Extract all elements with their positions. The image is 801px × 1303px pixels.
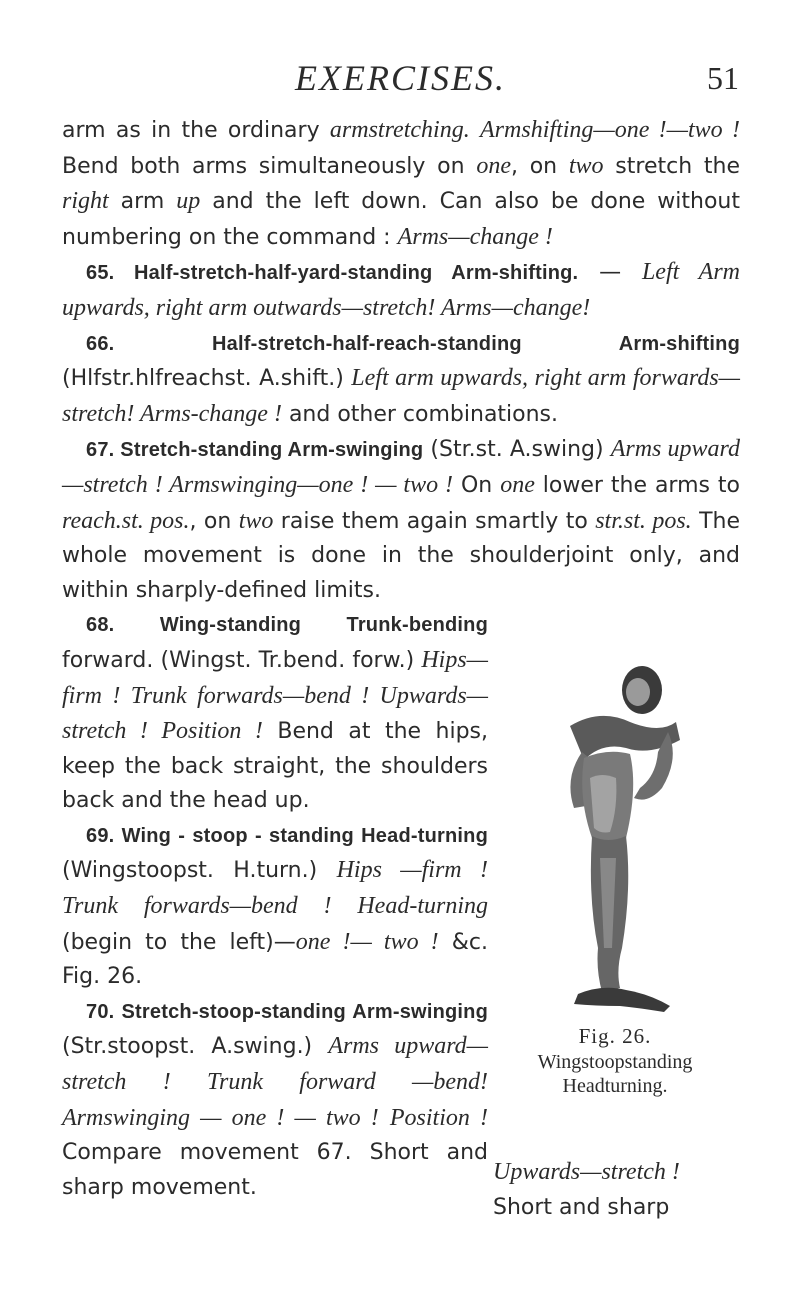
text-run: (begin to the left)— — [62, 929, 296, 955]
italic-run: Armshifting—one !—two ! — [480, 117, 740, 143]
italic-run: one !— two ! — [295, 928, 439, 955]
text-run: , on — [510, 153, 569, 179]
italic-run: two — [238, 507, 274, 534]
paragraph-66 — [62, 327, 740, 433]
italic-run: two — [568, 152, 604, 179]
text-run: On — [453, 472, 501, 498]
italic-run: Upwards—stretch ! — [493, 1159, 680, 1185]
figure-26 — [490, 648, 740, 1120]
text-run: and other combinations. — [281, 401, 559, 427]
figure-caption-line: Headturning. — [562, 1075, 668, 1097]
paragraph-69 — [62, 819, 488, 995]
text-run: forward. (Wingst. Tr.bend. forw.) — [62, 647, 422, 673]
text-run: Short and sharp — [493, 1194, 670, 1220]
figure-label: Fig. 26. — [578, 1024, 652, 1048]
text-run: (Wingstoopst. H.turn.) — [62, 858, 337, 884]
paragraph-67 — [62, 432, 740, 608]
text-run: stretch the — [603, 153, 740, 179]
side-text — [493, 1155, 740, 1225]
italic-run: Arms upward—stretch ! Trunk forward —bend! Armswinging — one ! — two ! — [62, 1033, 488, 1131]
text-run: and the left down. Can also be done without numbering on the command : — [62, 189, 740, 250]
italic-run: Hips—firm ! Trunk forwards—bend ! Upwards—stretch ! Position ! — [62, 646, 488, 745]
text-run — [379, 1106, 390, 1131]
text-run: , on — [189, 508, 239, 534]
italic-run: up — [176, 188, 201, 215]
text-run: The whole movement is done in the shoulderjoint only, and within sharply-defined limits. — [62, 508, 740, 603]
italic-run: right — [62, 188, 109, 215]
exercise-heading: 70. Stretch-stoop-standing Arm-swinging — [86, 1000, 488, 1023]
italic-run: Left arm upwards, right arm forwards—stretch! Arms-change ! — [62, 365, 740, 427]
italic-run: Position ! — [389, 1104, 488, 1131]
text-run: Bend at the hips, keep the back straight, the shoulders back and the head up. — [62, 719, 488, 814]
text-run: Bend both arms simultaneously on — [62, 153, 477, 179]
italic-run: str.st. pos. — [595, 507, 692, 534]
italic-run: Arms—change ! — [397, 223, 553, 250]
exercise-heading: 68. Wing-standing Trunk-bending — [86, 614, 488, 637]
exercise-heading: 67. Stretch-standing Arm-swinging — [86, 439, 424, 462]
text-run: arm — [108, 189, 177, 215]
text-run: Compare movement 67. Short and sharp movement. — [62, 1140, 488, 1200]
stooping-figure-illustration — [530, 648, 700, 1016]
paragraph-68 — [62, 608, 488, 819]
italic-run: one — [476, 152, 511, 179]
text-run — [470, 118, 480, 143]
exercise-heading: 65. Half-stretch-half-yard-standing Arm-shifting. — [86, 262, 579, 285]
exercise-heading: 66. Half-stretch-half-reach-standing Arm-shifting — [86, 332, 740, 355]
text-run: (Hlfstr.hlfreachst. A.shift.) — [62, 366, 352, 392]
text-run: &c. Fig. 26. — [62, 929, 488, 990]
running-title: EXERCISES. — [295, 58, 506, 98]
page-header — [0, 58, 801, 98]
exercise-heading: 69. Wing - stoop - standing Head-turning — [86, 824, 488, 847]
italic-run: Hips —firm ! Trunk forwards—bend ! Head-turning — [62, 857, 488, 920]
paragraph-65 — [62, 255, 740, 326]
italic-run: Left Arm upwards, right arm outwards—stretch! Arms—change! — [62, 259, 741, 321]
text-run: (Str.stoopst. A.swing.) — [62, 1034, 329, 1060]
figure-caption-line: Wingstoopstanding — [537, 1051, 693, 1073]
italic-run: reach.st. pos. — [62, 507, 190, 534]
text-run: (Str.st. A.swing) — [423, 437, 611, 463]
italic-run: Arms upward—stretch ! Armswinging—one ! — two ! — [62, 436, 740, 498]
paragraph-70 — [62, 995, 488, 1206]
text-run: lower the arms to — [534, 472, 741, 498]
italic-run: armstretching. — [329, 117, 470, 143]
text-run: raise them again smartly to — [273, 508, 596, 534]
text-run: arm as in the ordinary — [62, 118, 330, 143]
paragraph-continuation — [62, 113, 740, 255]
page-number: 51 — [707, 60, 739, 96]
italic-run: one — [500, 471, 535, 498]
text-run: — — [578, 260, 642, 286]
figure-caption — [490, 1024, 740, 1098]
